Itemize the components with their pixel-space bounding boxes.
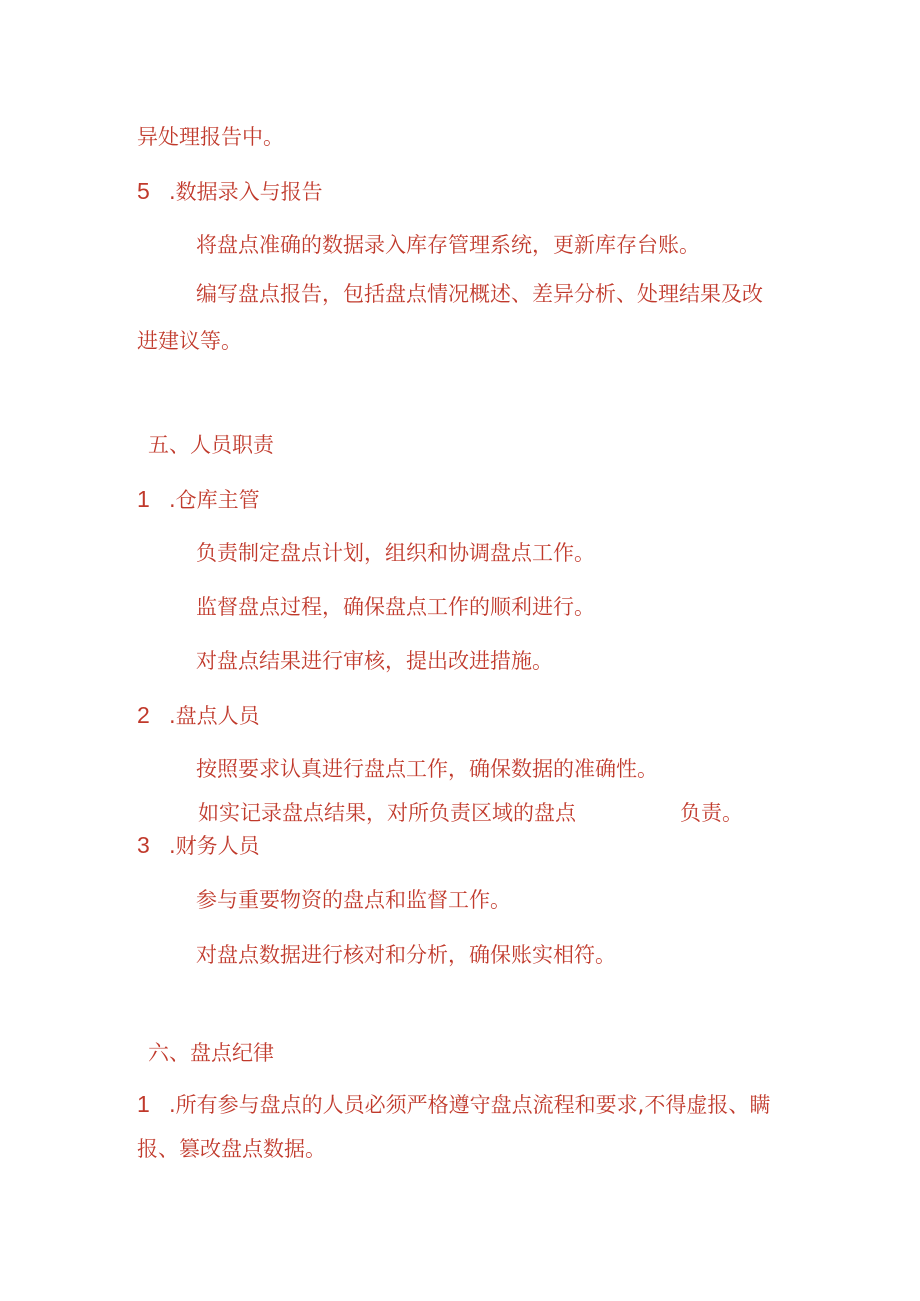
paragraph-manager-review: 对盘点结果进行审核，提出改进措施。 bbox=[196, 649, 553, 673]
paragraph-discipline-rule bbox=[137, 1091, 770, 1118]
heading-number: 2 bbox=[137, 702, 150, 728]
paragraph-continuation: 异处理报告中。 bbox=[137, 125, 284, 149]
paragraph-staff-record-part1: 如实记录盘点结果，对所负责区域的盘点 bbox=[198, 801, 576, 825]
heading-text: .财务人员 bbox=[169, 834, 260, 858]
paragraph-text: .所有参与盘点的人员必须严格遵守盘点流程和要求,不得虚报、瞒 bbox=[169, 1093, 771, 1117]
heading-text: .仓库主管 bbox=[169, 488, 260, 512]
paragraph-report-continuation: 进建议等。 bbox=[137, 329, 242, 353]
paragraph-report: 编写盘点报告，包括盘点情况概述、差异分析、处理结果及改 bbox=[196, 282, 763, 306]
heading-text: .盘点人员 bbox=[169, 704, 260, 728]
heading-text: .数据录入与报告 bbox=[169, 180, 323, 204]
section-title-personnel: 五、人员职责 bbox=[148, 433, 274, 457]
paragraph-staff-record bbox=[198, 800, 743, 826]
heading-number: 5 bbox=[137, 178, 150, 204]
paragraph-finance-participate: 参与重要物资的盘点和监督工作。 bbox=[196, 888, 511, 912]
paragraph-manager-supervise: 监督盘点过程，确保盘点工作的顺利进行。 bbox=[196, 595, 595, 619]
heading-finance-staff bbox=[137, 832, 260, 859]
heading-number: 1 bbox=[137, 486, 150, 512]
heading-number: 3 bbox=[137, 832, 150, 858]
paragraph-finance-verify: 对盘点数据进行核对和分析，确保账实相符。 bbox=[196, 943, 616, 967]
heading-data-entry bbox=[137, 178, 323, 205]
paragraph-staff-record-part2: 负责。 bbox=[680, 801, 743, 825]
heading-inventory-staff bbox=[137, 702, 260, 729]
paragraph-data-entry: 将盘点准确的数据录入库存管理系统，更新库存台账。 bbox=[196, 233, 700, 257]
paragraph-manager-plan: 负责制定盘点计划，组织和协调盘点工作。 bbox=[196, 541, 595, 565]
paragraph-staff-accuracy: 按照要求认真进行盘点工作，确保数据的准确性。 bbox=[196, 757, 658, 781]
section-title-discipline: 六、盘点纪律 bbox=[148, 1041, 274, 1065]
heading-warehouse-manager bbox=[137, 486, 260, 513]
paragraph-number: 1 bbox=[137, 1091, 150, 1117]
paragraph-discipline-continuation: 报、篡改盘点数据。 bbox=[137, 1137, 326, 1161]
